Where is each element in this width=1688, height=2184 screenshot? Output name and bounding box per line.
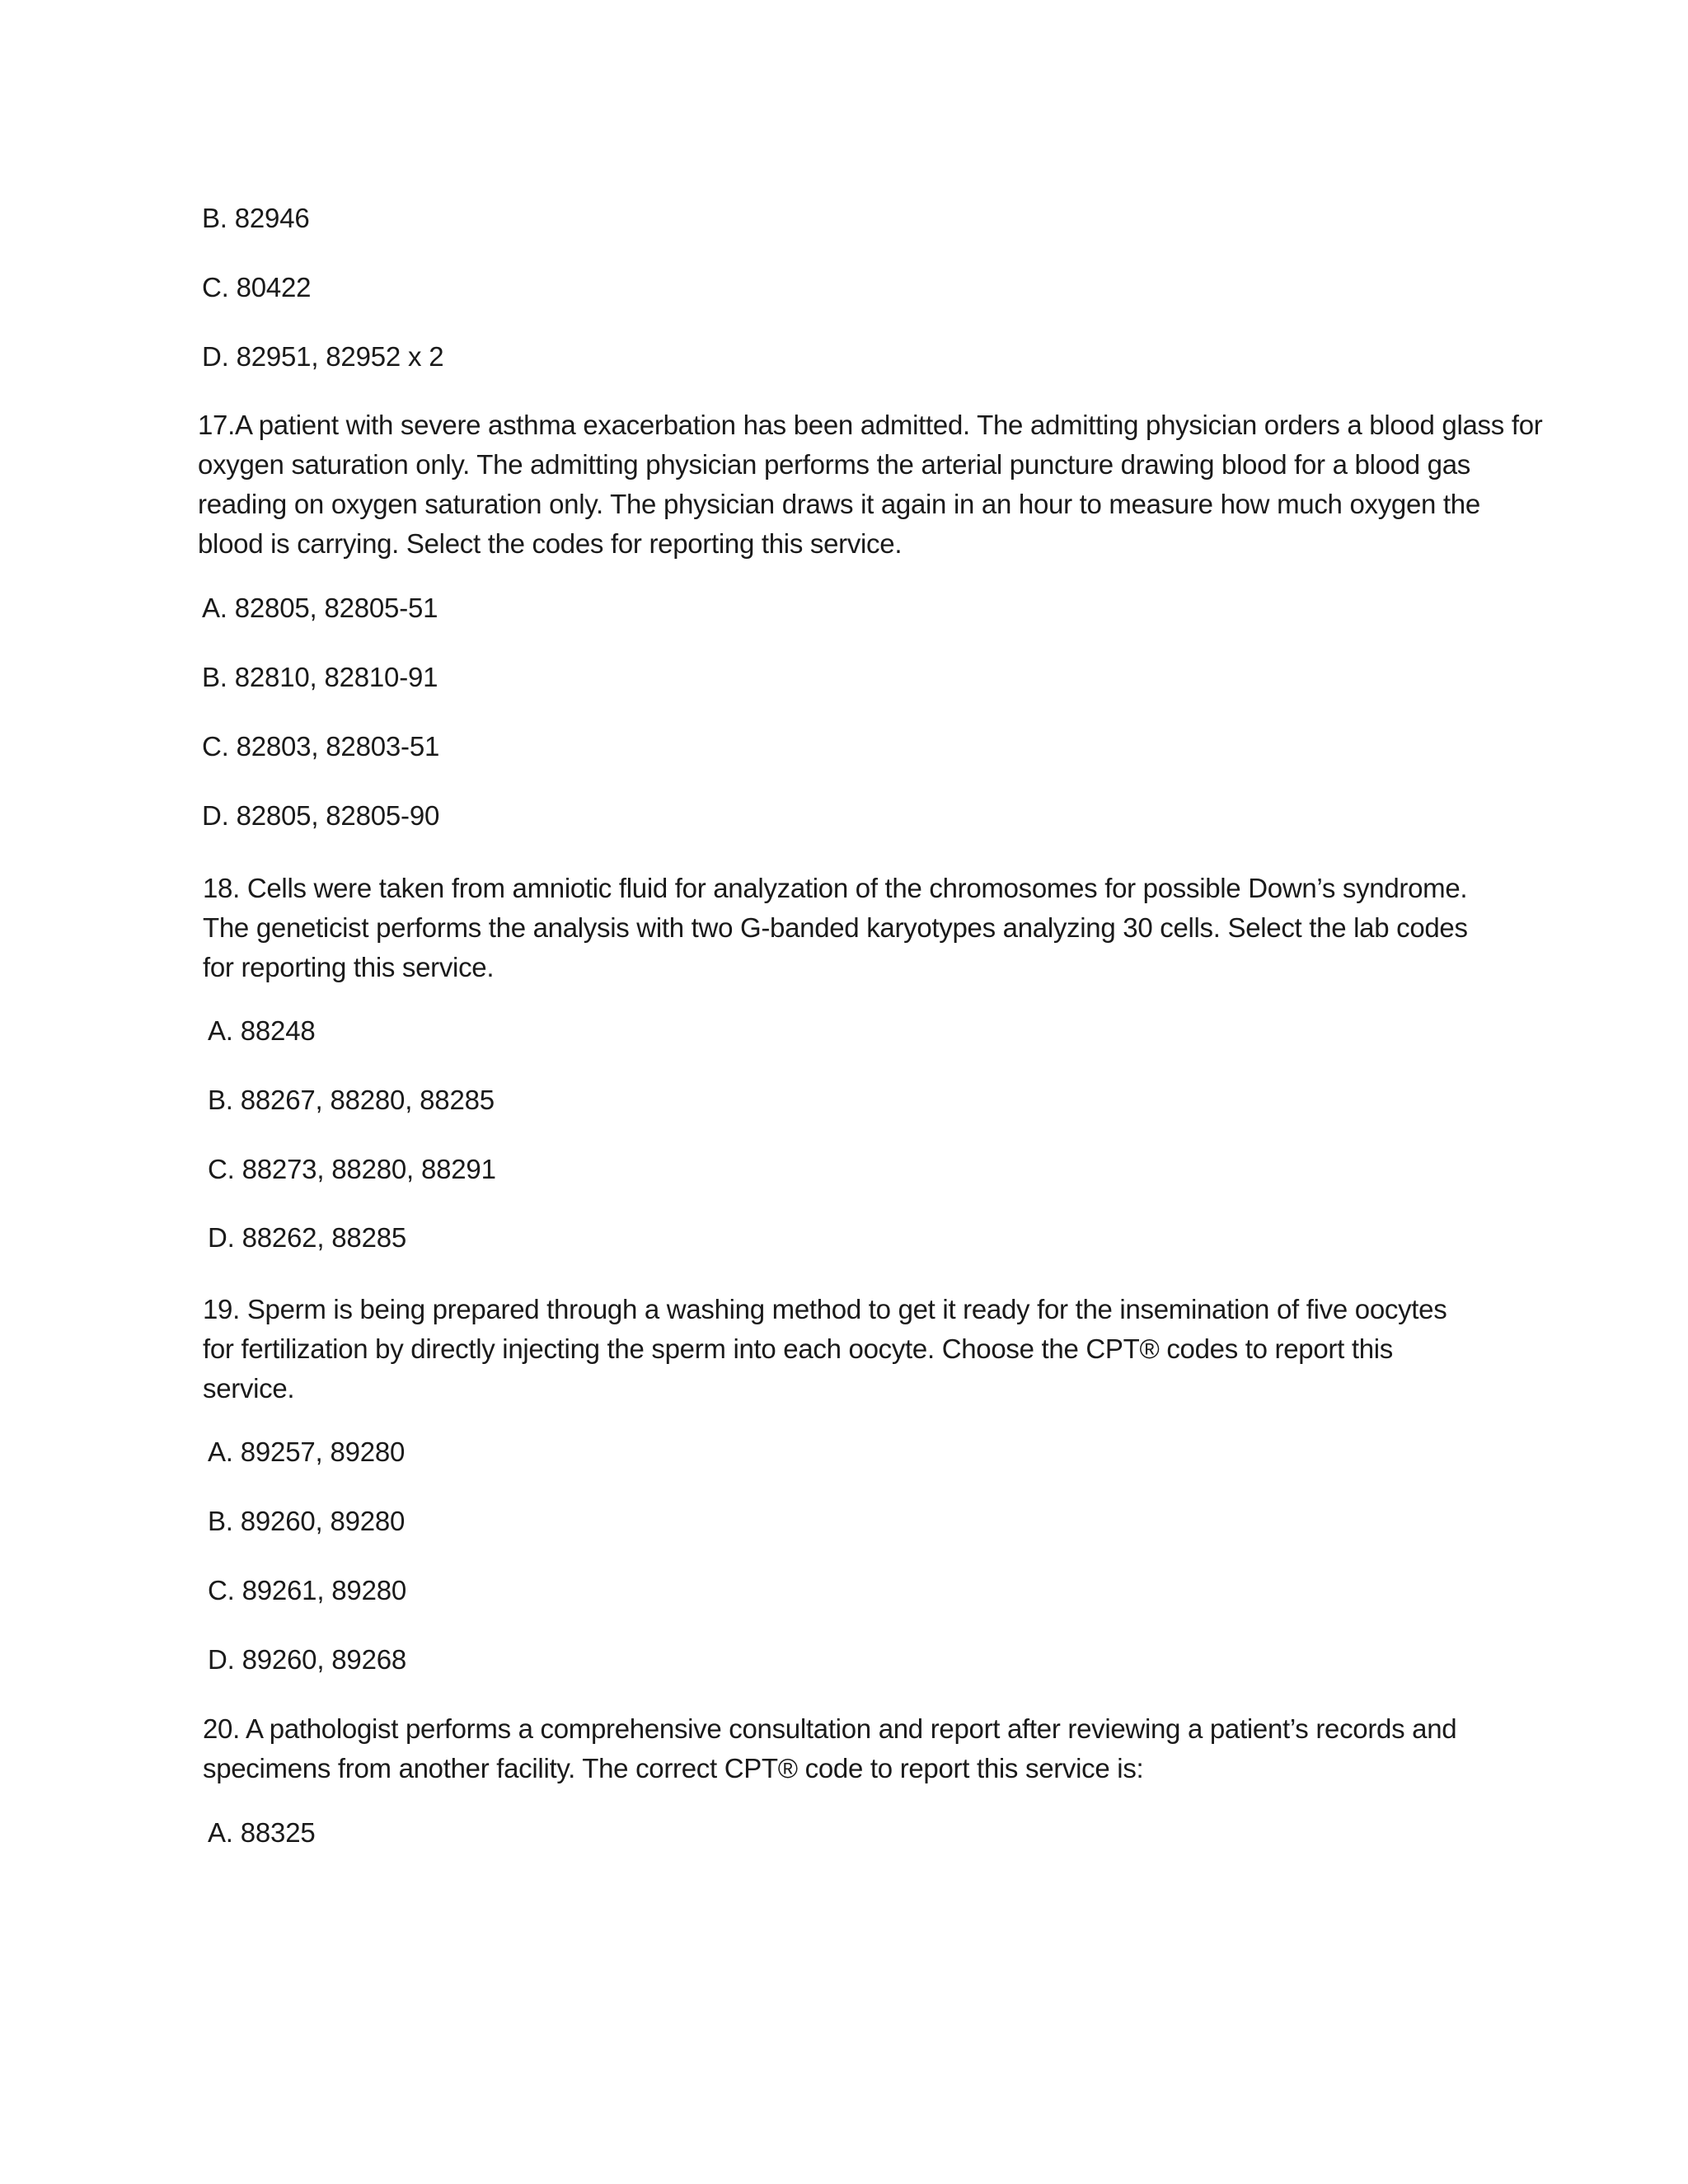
answer-option: A. 82805, 82805-51 xyxy=(202,593,438,623)
answer-option: B. 82946 xyxy=(202,203,310,233)
answer-option: C. 89261, 89280 xyxy=(208,1575,407,1605)
answer-option: C. 88273, 88280, 88291 xyxy=(208,1154,496,1184)
question-17-stem xyxy=(198,405,1550,564)
question-19-stem xyxy=(203,1290,1472,1408)
question-text: 20. A pathologist performs a comprehensive consultation and report after reviewing a patient’s records and specimens from another facility. The correct CPT® code to report this service is: xyxy=(203,1713,1457,1783)
answer-option: A. 88248 xyxy=(208,1015,316,1046)
question-text: 17.A patient with severe asthma exacerbation has been admitted. The admitting physician orders a blood glass for oxygen saturation only. The admitting physician performs the arterial puncture drawing blood for a blood gas reading on oxygen saturation only. The physician draws it again in an hour to measure how much oxygen the blood is carrying. Select the codes for reporting this service. xyxy=(198,410,1543,559)
question-18-stem xyxy=(203,869,1489,987)
answer-option: A. 89257, 89280 xyxy=(208,1436,406,1467)
question-20-stem xyxy=(203,1709,1497,1788)
question-text: 19. Sperm is being prepared through a washing method to get it ready for the insemination of five oocytes for fertilization by directly injecting the sperm into each oocyte. Choose the CPT® codes to report this service. xyxy=(203,1294,1447,1404)
answer-option: D. 88262, 88285 xyxy=(208,1222,407,1253)
answer-option: B. 82810, 82810-91 xyxy=(202,662,438,692)
answer-option: D. 82805, 82805-90 xyxy=(202,800,440,831)
question-text: 18. Cells were taken from amniotic fluid for analyzation of the chromosomes for possible Down’s syndrome. The geneticist performs the analysis with two G-banded karyotypes analyzing 30 cells. Select the lab codes for reporting this service. xyxy=(203,873,1468,982)
answer-option: B. 89260, 89280 xyxy=(208,1506,406,1536)
answer-option: D. 89260, 89268 xyxy=(208,1644,407,1675)
answer-option: B. 88267, 88280, 88285 xyxy=(208,1085,495,1115)
answer-option: C. 80422 xyxy=(202,272,312,302)
answer-option: D. 82951, 82952 x 2 xyxy=(202,341,444,372)
answer-option: C. 82803, 82803-51 xyxy=(202,731,440,762)
answer-option: A. 88325 xyxy=(208,1817,316,1848)
